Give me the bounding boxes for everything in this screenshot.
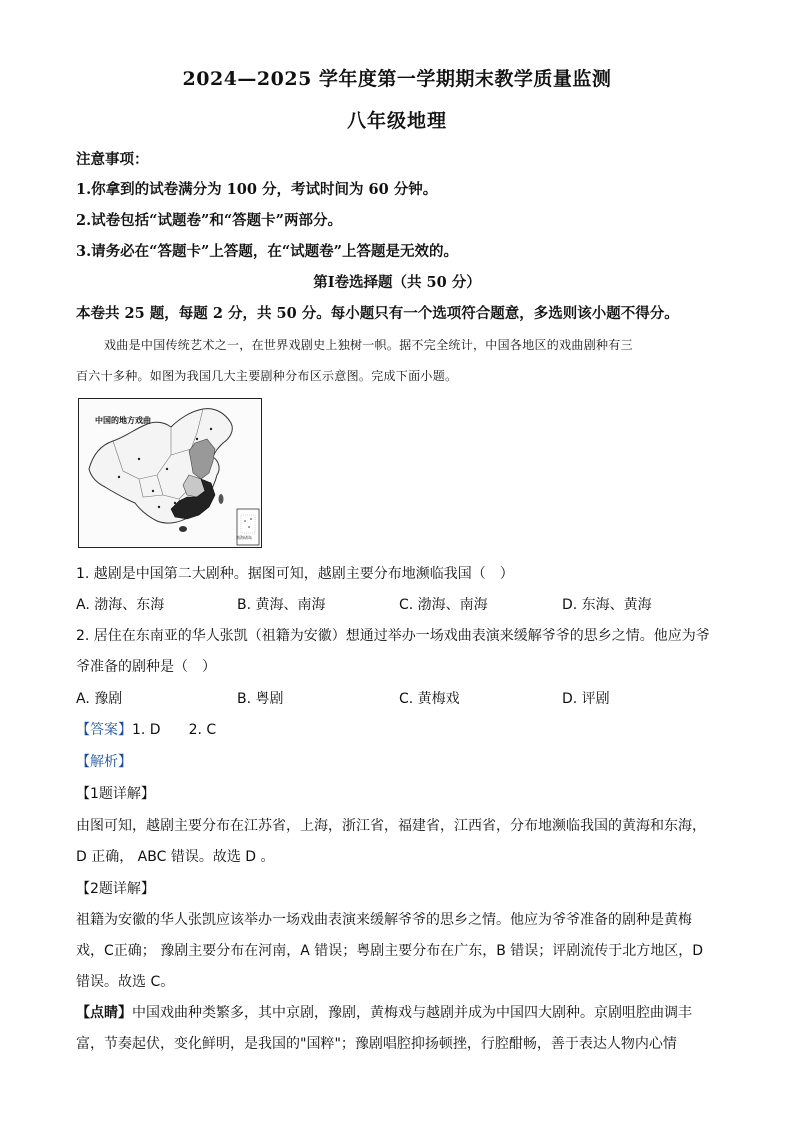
section-title: 第Ⅰ卷选择题（共 50 分）	[313, 274, 481, 291]
question-2-option-d[interactable]: D. 评剧	[562, 691, 610, 707]
map-inset-label: 南海诸岛	[236, 535, 252, 540]
tip-line-2: 富，节奏起伏，变化鲜明，是我国的"国粹"；豫剧唱腔抑扬顿挫，行腔酣畅，善于表达人物内心情	[76, 1036, 677, 1052]
passage-line-2: 百六十多种。如图为我国几大主要剧种分布区示意图。完成下面小题。	[76, 369, 458, 383]
tip-line-1	[76, 1002, 692, 1022]
opera-distribution-map	[78, 398, 262, 548]
exam-title: 2024—2025 学年度第一学期期末教学质量监测	[182, 68, 612, 90]
q2-detail-line-2: 戏，C正确； 豫剧主要分布在河南，A 错误；粤剧主要分布在广东，B 错误；评剧流传于北方地区，D	[76, 943, 704, 959]
question-2-option-b[interactable]: B. 粤剧	[237, 691, 284, 707]
note-item-3: 3.请务必在“答题卡”上答题，在“试题卷”上答题是无效的。	[76, 243, 458, 260]
question-2-option-a[interactable]: A. 豫剧	[76, 691, 123, 707]
note-item-1: 1.你拿到的试卷满分为 100 分，考试时间为 60 分钟。	[76, 181, 438, 198]
notes-heading: 注意事项：	[76, 151, 149, 168]
question-2-option-c[interactable]: C. 黄梅戏	[399, 691, 460, 707]
note-item-2: 2.试卷包括“试题卷”和“答题卡”两部分。	[76, 212, 342, 229]
q2-detail-line-1: 祖籍为安徽的华人张凯应该举办一场戏曲表演来缓解爷爷的思乡之情。他应为爷爷准备的剧种是黄梅	[76, 912, 692, 928]
answer-line	[76, 719, 216, 739]
q2-detail-tag: 【2题详解】	[76, 881, 155, 897]
answer-tag: 【答案】	[76, 722, 132, 738]
question-1-option-a[interactable]: A. 渤海、东海	[76, 597, 165, 613]
question-1-option-b[interactable]: B. 黄海、南海	[237, 597, 326, 613]
analysis-tag: 【解析】	[76, 754, 132, 770]
exam-subject: 八年级地理	[346, 110, 447, 132]
q1-detail-line-1: 由图可知，越剧主要分布在江苏省，上海，浙江省，福建省，江西省，分布地濒临我国的黄海和东海，	[76, 818, 706, 834]
question-1-stem: 1. 越剧是中国第二大剧种。据图可知，越剧主要分布地濒临我国（ ）	[76, 566, 514, 582]
question-2-stem-line-2: 爷准备的剧种是（ ）	[76, 659, 216, 675]
section-instruction: 本卷共 25 题，每题 2 分，共 50 分。每小题只有一个选项符合题意，多选则该小题不得分。	[76, 305, 679, 322]
q1-detail-line-2: D 正确， ABC 错误。故选 D 。	[76, 849, 275, 865]
question-1-option-d[interactable]: D. 东海、黄海	[562, 597, 652, 613]
answer-values: 1. D 2. C	[132, 722, 217, 738]
q2-detail-line-3: 错误。故选 C。	[76, 974, 175, 990]
map-title: 中国的地方戏曲	[95, 416, 151, 425]
passage-line-1: 戏曲是中国传统艺术之一，在世界戏剧史上独树一帜。据不完全统计，中国各地区的戏曲剧种有三	[104, 338, 633, 352]
question-2-stem-line-1: 2. 居住在东南亚的华人张凯（祖籍为安徽）想通过举办一场戏曲表演来缓解爷爷的思乡之情。他应为爷	[76, 628, 710, 644]
question-1-option-c[interactable]: C. 渤海、南海	[399, 597, 488, 613]
tip-tag: 【点睛】	[76, 1005, 132, 1021]
q1-detail-tag: 【1题详解】	[76, 786, 155, 802]
tip-text-1: 中国戏曲种类繁多，其中京剧，豫剧，黄梅戏与越剧并成为中国四大剧种。京剧咀腔曲调丰	[132, 1005, 692, 1021]
